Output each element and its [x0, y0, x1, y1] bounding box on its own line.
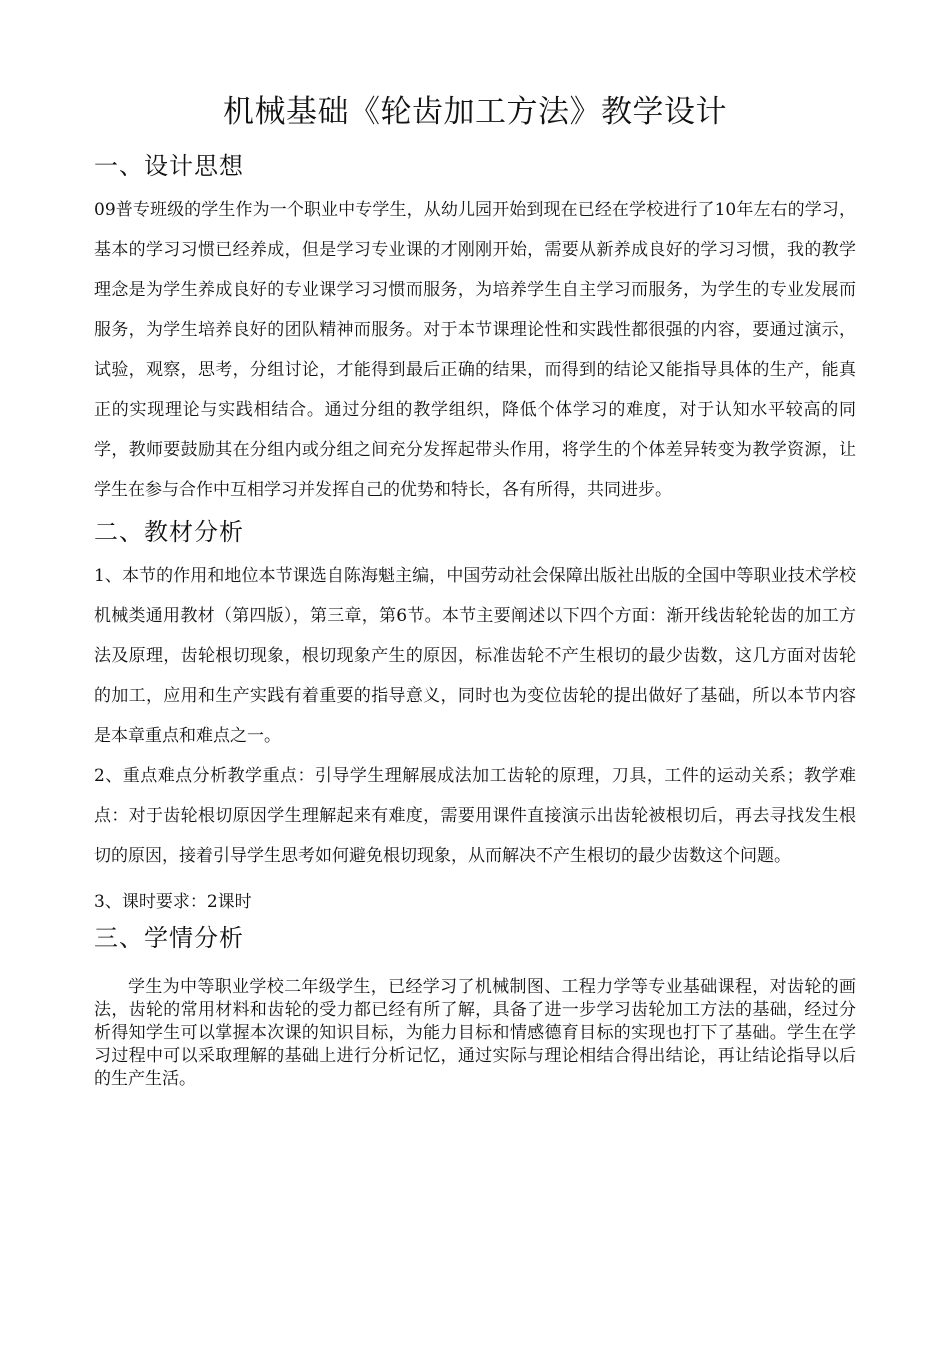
- document-title: 机械基础《轮齿加工方法》教学设计: [223, 94, 727, 130]
- paragraph-key-points: 2、重点难点分析教学重点：引导学生理解展成法加工齿轮的原理，刀具，工件的运动关系；教学难点：对于齿轮根切原因学生理解起来有难度，需要用课件直接演示出齿轮被根切后，再去寻找发生根切的原因，接着引导学生思考如何避免根切现象，从而解决不产生根切的最少齿数这个问题。: [94, 766, 856, 866]
- paragraph-design-idea: 09普专班级的学生作为一个职业中专学生，从幼儿园开始到现在已经在学校进行了10年左右的学习，基本的学习习惯已经养成，但是学习专业课的才刚刚开始，需要从新养成良好的学习习惯，我的教学理念是为学生养成良好的专业课学习习惯而服务，为培养学生自主学习而服务，为学生的专业发展而服务，为学生培养良好的团队精神而服务。对于本节课理论性和实践性都很强的内容，要通过演示，试验，观察，思考，分组讨论，才能得到最后正确的结果，而得到的结论又能指导具体的生产，能真正的实现理论与实践相结合。通过分组的教学组织，降低个体学习的难度，对于认知水平较高的同学，教师要鼓励其在分组内或分组之间充分发挥起带头作用，将学生的个体差异转变为教学资源，让学生在参与合作中互相学习并发挥自己的优势和特长，各有所得，共同进步。: [94, 200, 856, 500]
- section-heading-textbook-analysis: 二、教材分析: [94, 518, 244, 546]
- section-heading-design-idea: 一、设计思想: [94, 152, 244, 180]
- paragraph-role-and-status: 1、本节的作用和地位本节课选自陈海魁主编，中国劳动社会保障出版社出版的全国中等职业技术学校机械类通用教材（第四版），第三章，第6节。本节主要阐述以下四个方面：渐开线齿轮轮齿的加工方法及原理，齿轮根切现象，根切现象产生的原因，标准齿轮不产生根切的最少齿数，这几方面对齿轮的加工，应用和生产实践有着重要的指导意义，同时也为变位齿轮的提出做好了基础，所以本节内容是本章重点和难点之一。: [94, 566, 856, 746]
- paragraph-student-analysis: 学生为中等职业学校二年级学生，已经学习了机械制图、工程力学等专业基础课程，对齿轮的画法，齿轮的常用材料和齿轮的受力都已经有所了解，具备了进一步学习齿轮加工方法的基础，经过分析得知学生可以掌握本次课的知识目标，为能力目标和情感德育目标的实现也打下了基础。学生在学习过程中可以采取理解的基础上进行分析记忆，通过实际与理论相结合得出结论，再让结论指导以后的生产生活。: [94, 977, 856, 1089]
- paragraph-class-hours: 3、课时要求：2课时: [94, 892, 252, 912]
- section-heading-student-analysis: 三、学情分析: [94, 924, 244, 952]
